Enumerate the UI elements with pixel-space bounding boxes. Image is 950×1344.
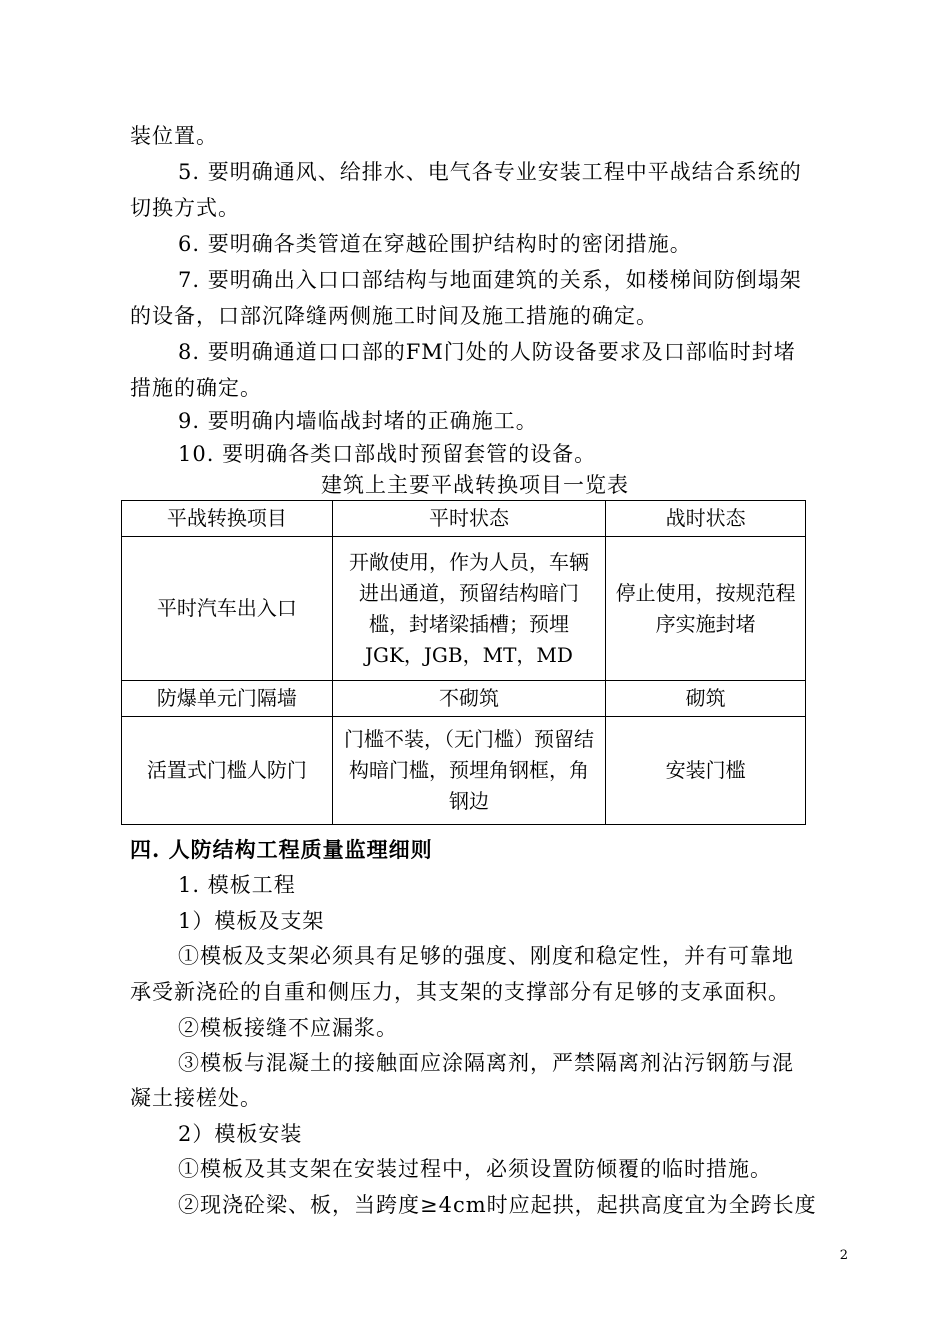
table-header-row [122,501,806,537]
table-row [122,717,806,825]
header-cell: 战时状态 [606,501,806,537]
paragraph-line: 9. 要明确内墙临战封堵的正确施工。 [178,409,538,433]
paragraph-line: 装位置。 [130,124,218,148]
paragraph-line: 8. 要明确通道口口部的FM门处的人防设备要求及口部临时封堵 [178,340,796,364]
table-cell: 开敞使用，作为人员，车辆进出通道，预留结构暗门槛，封堵梁插槽；预埋JGK，JGB，MT，MD [332,537,606,681]
paragraph-line: 措施的确定。 [130,376,262,400]
section-line: ②现浇砼梁、板，当跨度≥4cm时应起拱，起拱高度宜为全跨长度 [178,1193,817,1217]
table-cell: 活置式门槛人防门 [122,717,333,825]
table-cell: 防爆单元门隔墙 [122,681,333,717]
section-line: 2）模板安装 [178,1122,303,1146]
table-cell: 平时汽车出入口 [122,537,333,681]
header-cell: 平战转换项目 [122,501,333,537]
paragraph-line: 7. 要明确出入口口部结构与地面建筑的关系，如楼梯间防倒塌架 [178,268,802,292]
table-cell: 停止使用，按规范程序实施封堵 [606,537,806,681]
section-line: 凝土接槎处。 [130,1086,262,1110]
paragraph-line: 5. 要明确通风、给排水、电气各专业安装工程中平战结合系统的 [178,160,802,184]
section-line: ③模板与混凝土的接触面应涂隔离剂，严禁隔离剂沾污钢筋与混 [178,1051,794,1075]
table-cell: 不砌筑 [332,681,606,717]
paragraph-line: 10. 要明确各类口部战时预留套管的设备。 [178,442,597,466]
section-line: 1. 模板工程 [178,873,296,897]
table-cell: 砌筑 [606,681,806,717]
paragraph-line: 切换方式。 [130,196,240,220]
section-line: ①模板及其支架在安装过程中，必须设置防倾覆的临时措施。 [178,1157,772,1181]
section-line: 承受新浇砼的自重和侧压力，其支架的支撑部分有足够的支承面积。 [130,980,790,1004]
paragraph-line: 6. 要明确各类管道在穿越砼围护结构时的密闭措施。 [178,232,692,256]
table-cell: 安装门槛 [606,717,806,825]
table-cell: 门槛不装，（无门槛）预留结构暗门槛，预埋角钢框，角钢边 [332,717,606,825]
header-cell: 平时状态 [332,501,606,537]
section-line: 1）模板及支架 [178,909,325,933]
table-row [122,681,806,717]
page-number: 2 [839,1248,848,1263]
section-heading: 四. 人防结构工程质量监理细则 [130,837,433,862]
paragraph-line: 的设备，口部沉降缝两侧施工时间及施工措施的确定。 [130,304,658,328]
table-row [122,537,806,681]
table-caption: 建筑上主要平战转换项目一览表 [321,473,629,497]
section-line: ①模板及支架必须具有足够的强度、刚度和稳定性，并有可靠地 [178,944,794,968]
conversion-table [121,500,806,825]
section-line: ②模板接缝不应漏浆。 [178,1016,398,1040]
